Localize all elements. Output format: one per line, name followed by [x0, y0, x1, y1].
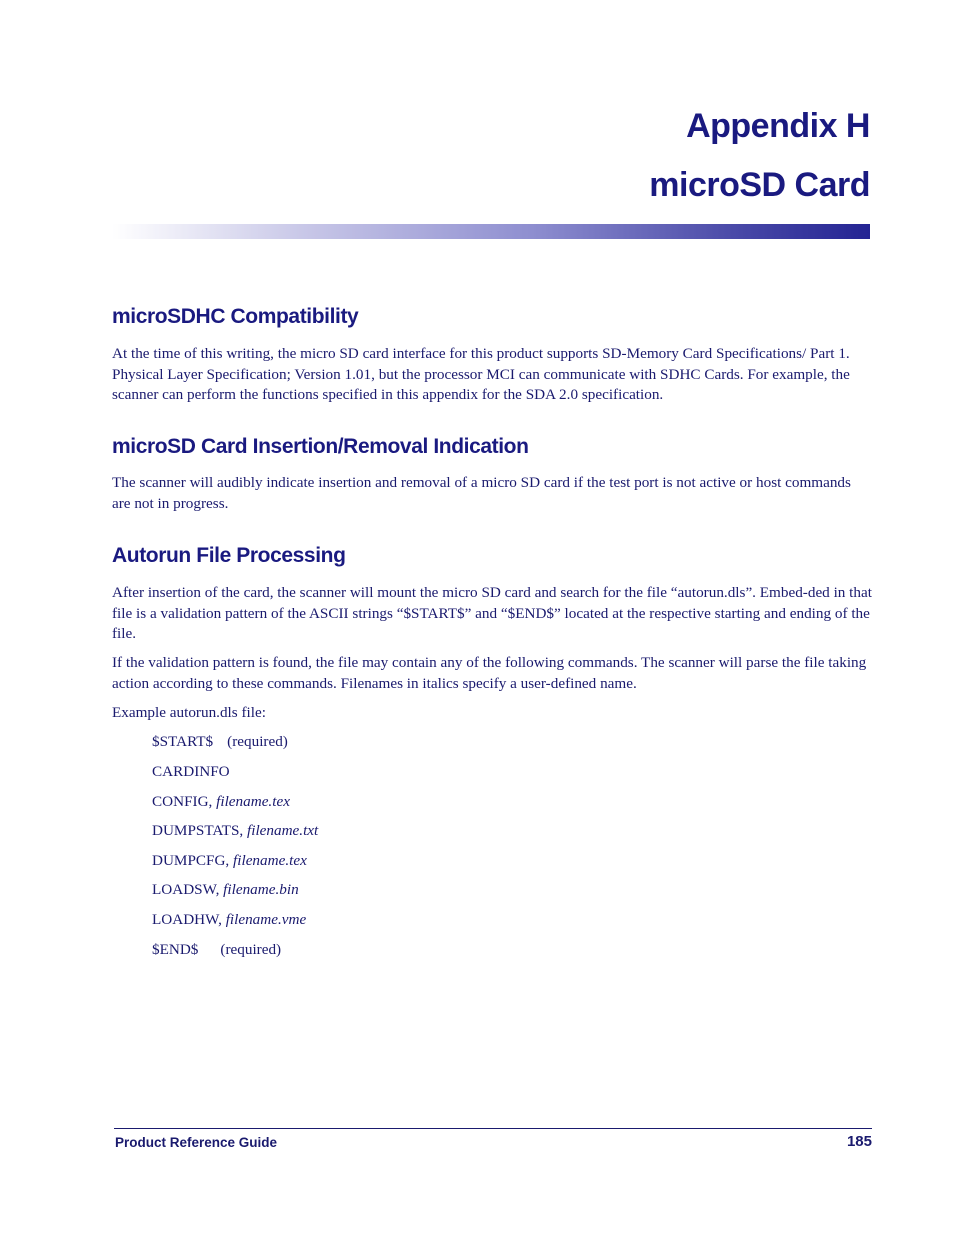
command-text: DUMPSTATS, — [152, 822, 247, 839]
footer-rule — [114, 1128, 872, 1129]
command-text: LOADSW, — [152, 881, 224, 898]
command-line-dumpcfg — [152, 851, 307, 871]
command-note: (required) — [220, 941, 282, 958]
command-text: $START$ — [152, 733, 214, 750]
command-filename: filename.tex — [216, 793, 290, 810]
command-text: $END$ — [152, 941, 199, 958]
footer-guide-name: Product Reference Guide — [115, 1135, 278, 1150]
chapter-title: microSD Card — [649, 166, 870, 204]
section-heading-autorun-file-processing: Autorun File Processing — [112, 544, 346, 567]
command-filename: filename.vme — [225, 911, 307, 928]
command-note: (required) — [227, 733, 288, 750]
command-line-start — [152, 732, 288, 752]
appendix-label: Appendix H — [686, 107, 870, 145]
paragraph-example-label: Example autorun.dls file: — [112, 704, 266, 721]
section-heading-insertion-removal: microSD Card Insertion/Removal Indication — [112, 435, 529, 458]
command-text: CARDINFO — [152, 763, 230, 780]
command-line-dumpstats — [152, 821, 318, 841]
paragraph-validation-pattern: If the validation pattern is found, the file may contain any of the following commands. The scanner will parse the file taking action according to these commands. Filenames in italics specify a user-defined name. — [112, 654, 867, 692]
command-text: LOADHW, — [152, 911, 226, 928]
command-filename: filename.tex — [233, 852, 307, 869]
paragraph-autorun-description: After insertion of the card, the scanner will mount the micro SD card and search for the file “autorun.dls”. Embed-ded in that file is a validation pattern of the ASCII strings “$START$” and “$END$” located at the respective starting and ending of the file. — [112, 584, 872, 642]
command-line-end — [152, 940, 281, 960]
command-filename: filename.txt — [247, 822, 319, 839]
command-text: CONFIG, — [152, 793, 217, 810]
title-gradient-bar — [112, 224, 870, 239]
command-line-loadsw — [152, 880, 299, 900]
paragraph-microsdhc-compatibility: At the time of this writing, the micro SD card interface for this product supports SD-Memory Card Specifications/ Part 1. Physical Layer Specification; Version 1.01, but the processor MCI can communicate with SDHC Cards. For example, the scanner can perform the functions specified in this appendix for the SDA 2.0 specification. — [112, 345, 850, 403]
section-heading-microsdhc-compatibility: microSDHC Compatibility — [112, 305, 359, 328]
command-filename: filename.bin — [223, 881, 299, 898]
footer-page-number: 185 — [846, 1133, 872, 1150]
command-line-config — [152, 792, 290, 812]
paragraph-insertion-removal: The scanner will audibly indicate insertion and removal of a micro SD card if the test port is not active or host commands are not in progress. — [112, 474, 851, 512]
command-line-loadhw — [152, 910, 306, 930]
command-line-cardinfo — [152, 762, 230, 782]
command-text: DUMPCFG, — [152, 852, 234, 869]
